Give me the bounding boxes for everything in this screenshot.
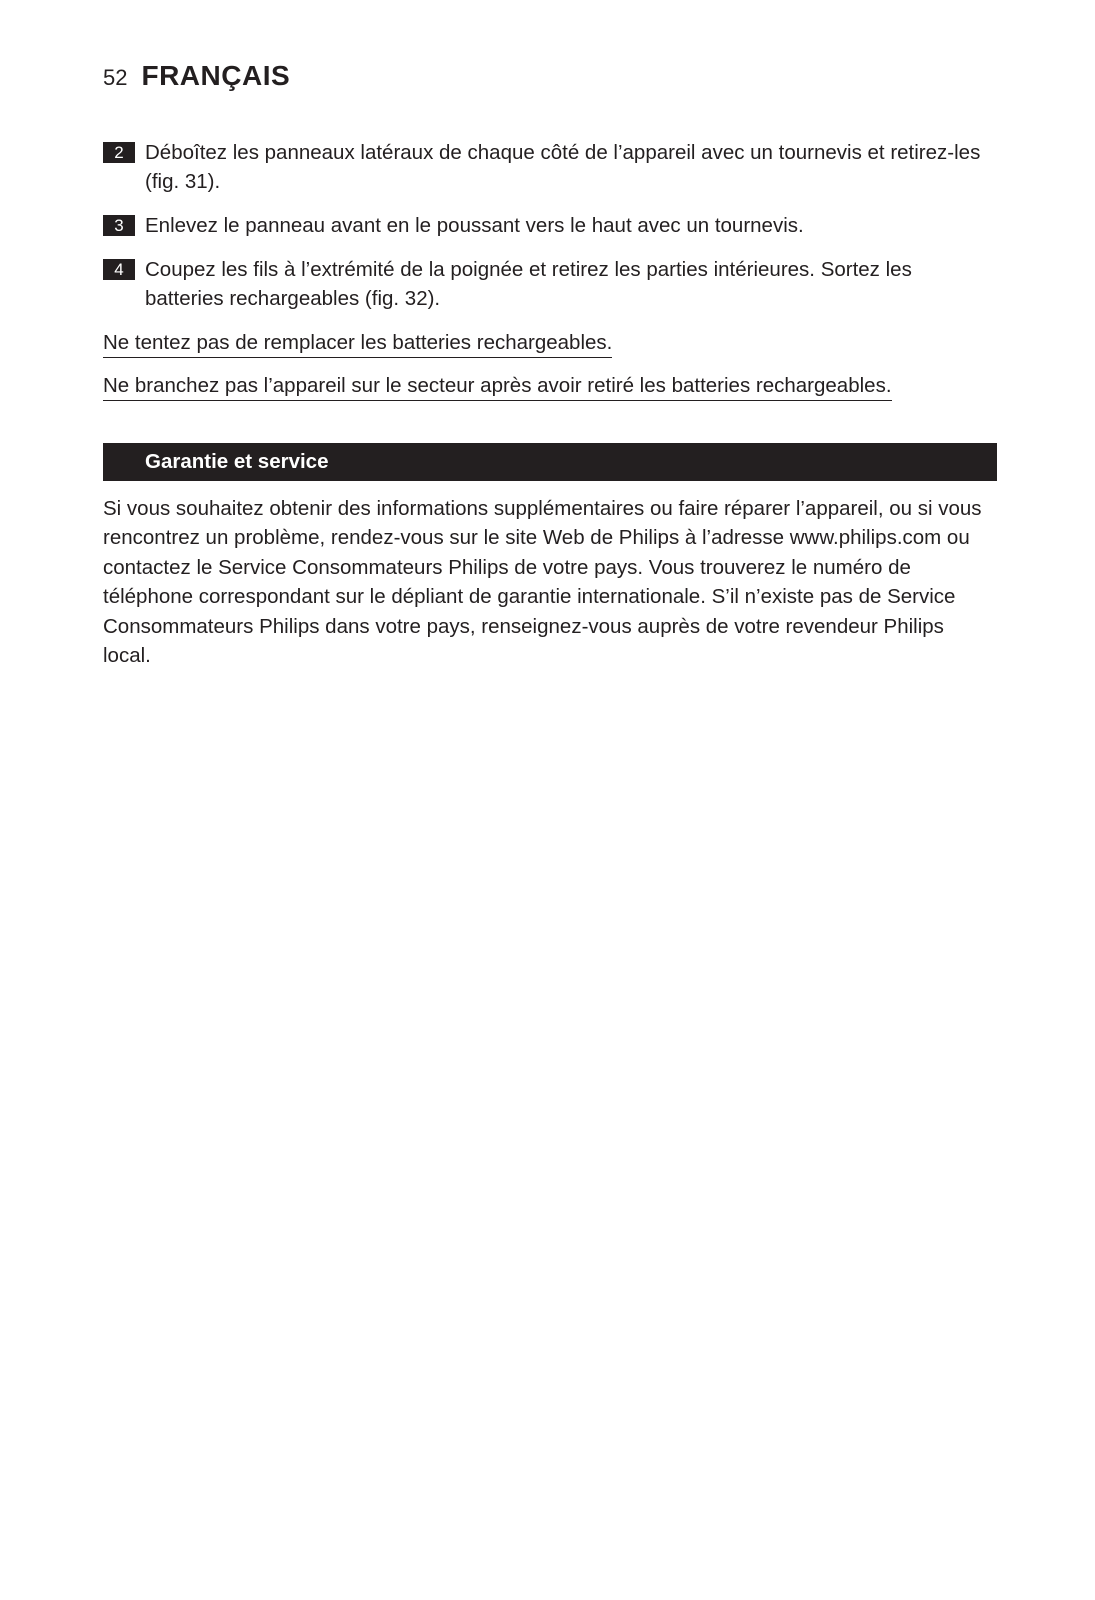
- step-text: Coupez les fils à l’extrémité de la poignée et retirez les parties intérieures. Sortez les batteries rechargeables (fig. 32).: [145, 258, 912, 310]
- page-header: [103, 60, 290, 92]
- page-title: FRANÇAIS: [141, 60, 291, 91]
- step-number-badge: 3: [103, 215, 135, 236]
- section-title: Garantie et service: [145, 450, 329, 473]
- step-number-badge: 2: [103, 142, 135, 163]
- step-text: Enlevez le panneau avant en le poussant vers le haut avec un tournevis.: [145, 214, 804, 237]
- step-item: [103, 255, 983, 313]
- section-header-bar: [103, 443, 997, 481]
- step-number-badge: 4: [103, 259, 135, 280]
- section-body-text: Si vous souhaitez obtenir des informations supplémentaires ou faire réparer l’appareil, ou si vous rencontrez un problème, rendez-vous sur le site Web de Philips à l’adresse www.philips.com ou contactez le Service Consommateurs Philips de votre pays. Vous trouverez le numéro de téléphone correspondant sur le dépliant de garantie internationale. S’il n’existe pas de Service Consommateurs Philips dans votre pays, renseignez-vous auprès de votre revendeur Philips local.: [103, 497, 982, 668]
- step-item: [103, 138, 983, 196]
- warning-text: Ne branchez pas l’appareil sur le secteur après avoir retiré les batteries rechargeables.: [103, 372, 892, 401]
- step-item: [103, 211, 983, 240]
- step-text: Déboîtez les panneaux latéraux de chaque côté de l’appareil avec un tournevis et retirez-les (fig. 31).: [145, 141, 981, 193]
- page-number: 52: [103, 65, 128, 90]
- warning-text: Ne tentez pas de remplacer les batteries rechargeables.: [103, 329, 612, 358]
